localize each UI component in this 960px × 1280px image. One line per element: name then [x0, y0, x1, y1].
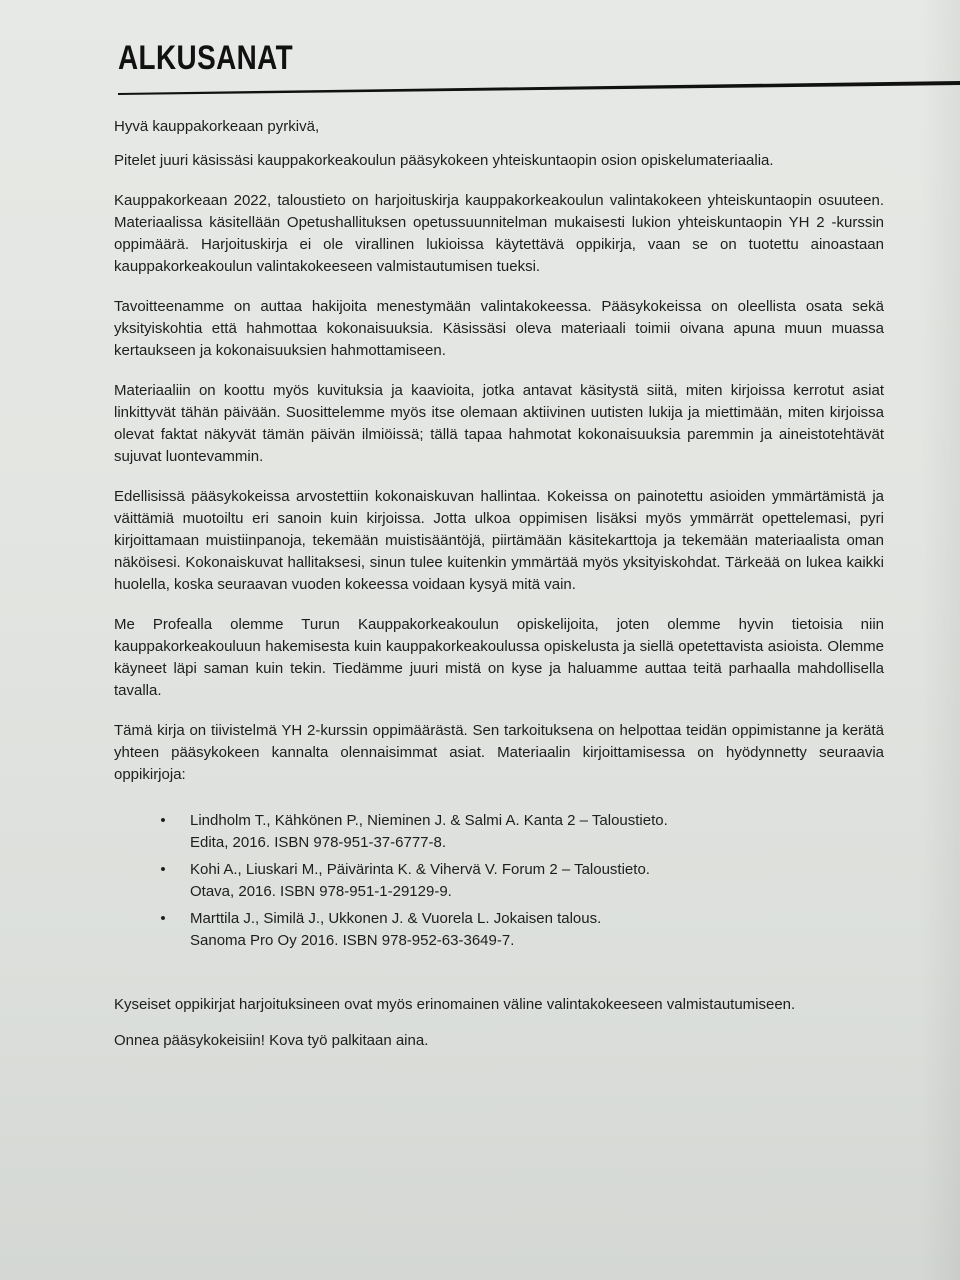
closing-block [114, 994, 884, 1052]
reference-title: Lindholm T., Kähkönen P., Nieminen J. & Salmi A. Kanta 2 – Taloustieto. [190, 812, 668, 829]
paragraph-previous-exams: Edellisissä pääsykokeissa arvostettiin kokonaiskuvan hallintaa. Kokeissa on painotettu asioiden ymmärtämistä ja väittämiä muotoiltu eri sanoin kuin kirjoissa. Jotta ulkoa oppimisen lisäksi myös ymmärrät opettelemasi, pyri kirjoittamaan muistiinpanoja, tekemään muistisääntöjä, piirtämään käsitekarttoja ja tekemään materiaalista oman näköisesi. Kokonaiskuvat hallitaksesi, sinun tulee kuitenkin ymmärtää myös yksityiskohdat. Tärkeää on lukea kaikki huolella, koska seuraavan vuoden kokeessa voidaan kysyä mitä vain. [114, 488, 884, 593]
reference-list [114, 810, 884, 952]
paragraph-profea: Me Profealla olemme Turun Kauppakorkeakoulun opiskelijoita, joten olemme hyvin tietoisia niin kauppakorkeakouluun hakemisesta kuin kauppakorkeakoulussa opiskelusta ja siellä opetettavista asioista. Olemme käyneet läpi saman kuin tekin. Tiedämme juuri mistä on kyse ja haluamme auttaa teitä parhaalla mahdollisella tavalla. [114, 616, 884, 699]
bullet: • [160, 861, 166, 878]
list-item [160, 810, 884, 854]
bullet: • [160, 812, 166, 829]
page-heading: ALKUSANAT [118, 39, 294, 77]
reference-publisher: Edita, 2016. ISBN 978-951-37-6777-8. [190, 834, 447, 851]
paragraph-intro: Pitelet juuri käsissäsi kauppakorkeakoulun pääsykokeen yhteiskuntaopin osion opiskelumateriaalia. [114, 152, 774, 169]
paragraph-illustrations: Materiaaliin on koottu myös kuvituksia ja kaavioita, jotka antavat käsitystä siitä, miten kirjoissa kerrotut asiat linkittyvät tähän päivään. Suosittelemme myös itse olemaan aktiivinen uutisten lukija ja miettimään, miten kirjoissa olevat faktat näkyvät tämän päivän ilmiöissä; tällä tapaa hahmotat kokonaisuuksia paremmin ja aineistotehtävät sujuvat luontevammin. [114, 382, 884, 465]
list-item [160, 859, 884, 903]
heading-underline [118, 80, 960, 98]
paragraph-goal: Tavoitteenamme on auttaa hakijoita menestymään valintakokeessa. Pääsykokeissa on oleellista osata sekä yksityiskohtia että hahmottaa kokonaisuuksia. Käsissäsi oleva materiaali toimii oivana apuna muun muassa kertaukseen ja kokonaisuuksien hahmottamiseen. [114, 298, 884, 359]
list-item [160, 908, 884, 952]
paragraph-summary: Tämä kirja on tiivistelmä YH 2-kurssin oppimäärästä. Sen tarkoituksena on helpottaa teidän oppimistanne ja kerätä yhteen pääsykokeen kannalta olennaisimmat asiat. Materiaalin kirjoittamisessa on hyödynnetty seuraavia oppikirjoja: [114, 722, 884, 783]
greeting: Hyvä kauppakorkeaan pyrkivä, [114, 118, 320, 135]
closing-wish: Onnea pääsykokeisiin! Kova työ palkitaan aina. [114, 1032, 429, 1049]
reference-title: Marttila J., Similä J., Ukkonen J. & Vuorela L. Jokaisen talous. [190, 910, 602, 927]
bullet: • [160, 910, 166, 927]
reference-publisher: Sanoma Pro Oy 2016. ISBN 978-952-63-3649-7. [190, 932, 515, 949]
reference-title: Kohi A., Liuskari M., Päivärinta K. & Vihervä V. Forum 2 – Taloustieto. [190, 861, 650, 878]
closing-recommendation: Kyseiset oppikirjat harjoituksineen ovat myös erinomainen väline valintakokeeseen valmistautumiseen. [114, 996, 796, 1013]
reference-publisher: Otava, 2016. ISBN 978-951-1-29129-9. [190, 883, 452, 900]
page-edge-shadow [920, 0, 960, 1280]
foreword-text [114, 116, 884, 1066]
paragraph-book-description: Kauppakorkeaan 2022, taloustieto on harjoituskirja kauppakorkeakoulun valintakokeen yhteiskuntaopin osuuteen. Materiaalissa käsitellään Opetushallituksen opetussuunnitelman mukaisesti lukion yhteiskuntaopin YH 2 -kurssin oppimäärä. Harjoituskirja ei ole virallinen lukioissa käytettävä oppikirja, vaan se on tuotettu ainoastaan kauppakorkeakoulun valintakokeeseen valmistautumisen tueksi. [114, 192, 884, 275]
